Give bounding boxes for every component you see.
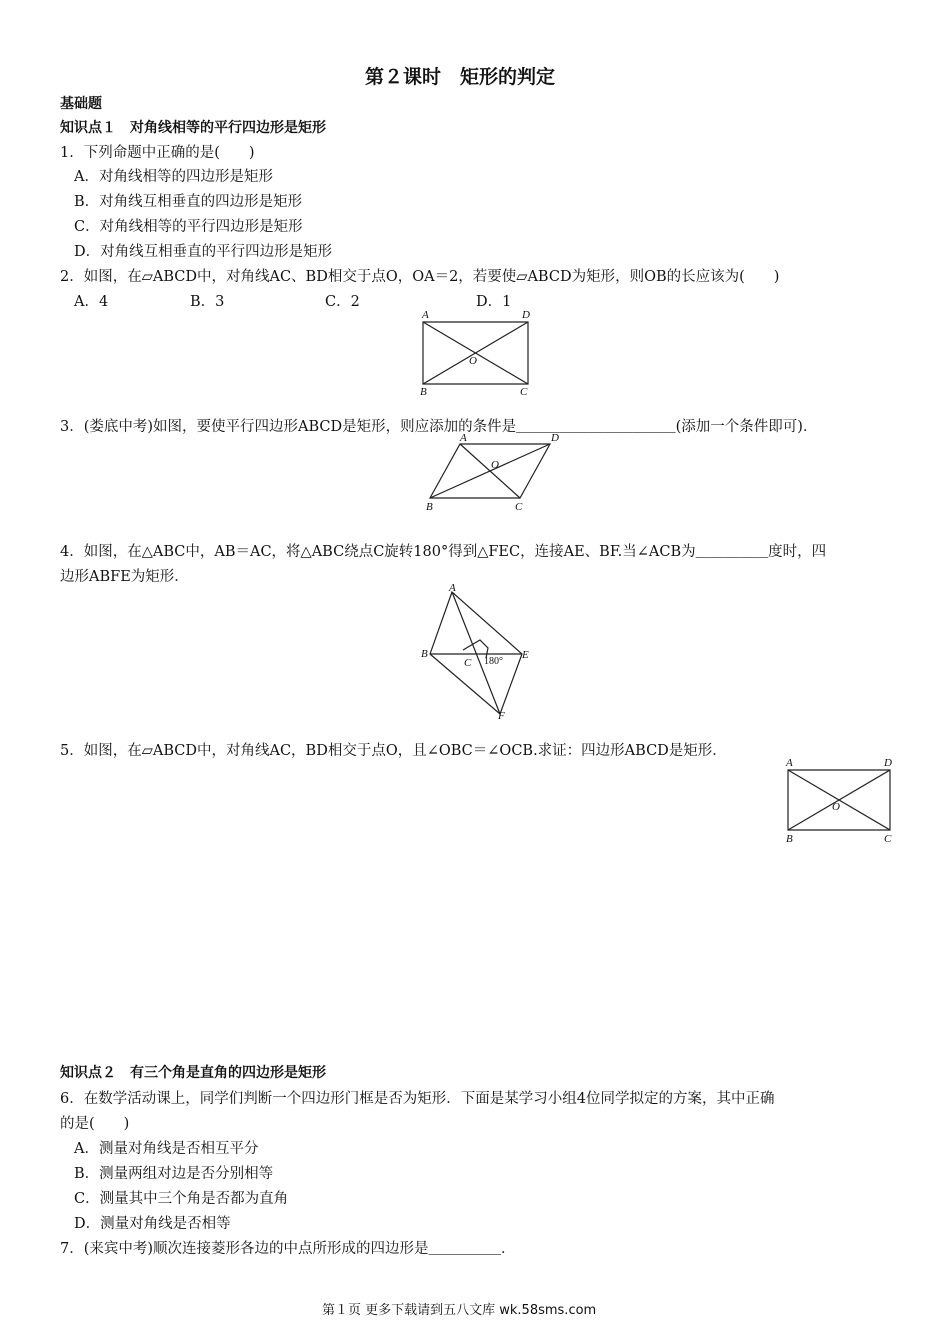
- q2-stem: 2．如图，在▱ABCD中，对角线AC、BD相交于点O，OA＝2，若要使▱ABCD为矩形，则OB的长应该为( ): [60, 269, 780, 285]
- q3-diagonal-bd: [430, 444, 550, 498]
- q5-label-d: D: [884, 757, 892, 769]
- q5-stem: 5．如图，在▱ABCD中，对角线AC，BD相交于点O，且∠OBC＝∠OCB.求证：四边形ABCD是矩形．: [60, 743, 727, 759]
- q2-rectangle-figure: [410, 306, 540, 398]
- q3-label-o: O: [491, 459, 499, 471]
- q4-label-b: B: [421, 648, 428, 660]
- q6-option-d: D．测量对角线是否相等: [74, 1216, 231, 1232]
- q4-label-180: 180°: [484, 656, 503, 667]
- q3-label-b: B: [426, 501, 433, 513]
- q1-option-d: D．对角线互相垂直的平行四边形是矩形: [74, 244, 333, 260]
- q1-option-c: C．对角线相等的平行四边形是矩形: [74, 219, 303, 235]
- q5-label-a: A: [786, 757, 793, 769]
- q4-stem-line1: 4．如图，在△ABC中，AB＝AC，将△ABC绕点C旋转180°得到△FEC，连接AE、BF.当∠ACB为＿＿＿＿＿度时，四: [60, 544, 827, 560]
- q2-option-c: C．2: [325, 294, 360, 310]
- q7-stem: 7．(来宾中考)顺次连接菱形各边的中点所形成的四边形是＿＿＿＿＿．: [60, 1241, 516, 1257]
- q2-label-c: C: [520, 386, 528, 398]
- q2-option-a: A．4: [74, 294, 109, 310]
- q6-option-a: A．测量对角线是否相互平分: [74, 1141, 259, 1157]
- q4-label-c: C: [464, 657, 472, 669]
- q2-label-a: A: [422, 309, 429, 321]
- q5-rectangle-figure: [780, 754, 900, 846]
- q3-label-c: C: [515, 501, 523, 513]
- q4-label-e: E: [522, 649, 529, 661]
- knowledge-point-2: 知识点２ 有三个角是直角的四边形是矩形: [60, 1065, 326, 1081]
- q2-label-d: D: [522, 309, 530, 321]
- q1-option-b: B．对角线互相垂直的四边形是矩形: [74, 194, 303, 210]
- q3-stem: 3．(娄底中考)如图，要使平行四边形ABCD是矩形，则应添加的条件是＿＿＿＿＿＿＿＿＿＿＿(添加一个条件即可)．: [60, 419, 818, 435]
- q5-label-o: O: [832, 801, 840, 813]
- q6-stem-line2: 的是( ): [60, 1116, 130, 1132]
- q2-label-b: B: [420, 386, 427, 398]
- q4-rotation-figure: [418, 582, 538, 722]
- q2-option-d: D．1: [476, 294, 512, 310]
- q5-label-c: C: [884, 833, 892, 845]
- q3-parallelogram-figure: [418, 430, 568, 515]
- q2-option-b: B．3: [190, 294, 225, 310]
- q6-option-c: C．测量其中三个角是否都为直角: [74, 1191, 289, 1207]
- page-footer: 第１页 更多下载请到五八文库 wk.58sms.com: [322, 1303, 597, 1318]
- q6-stem-line1: 6．在数学活动课上，同学们判断一个四边形门框是否为矩形．下面是某学习小组4位同学拟定的方案，其中正确: [60, 1091, 775, 1107]
- q6-option-b: B．测量两组对边是否分别相等: [74, 1166, 274, 1182]
- section-heading-basic: 基础题: [60, 96, 102, 112]
- q5-label-b: B: [786, 833, 793, 845]
- page-title: 第２课时 矩形的判定: [365, 66, 556, 88]
- q4-label-f: F: [498, 710, 505, 722]
- q4-label-a: A: [449, 582, 456, 594]
- q3-label-d: D: [551, 432, 559, 444]
- knowledge-point-1: 知识点１ 对角线相等的平行四边形是矩形: [60, 120, 326, 136]
- q2-label-o: O: [469, 355, 477, 367]
- q1-option-a: A．对角线相等的四边形是矩形: [74, 169, 273, 185]
- q4-line-af: [452, 592, 500, 714]
- q1-stem: 1．下列命题中正确的是( ): [60, 145, 255, 161]
- q3-label-a: A: [460, 432, 467, 444]
- q4-stem-line2: 边形ABFE为矩形．: [60, 569, 189, 585]
